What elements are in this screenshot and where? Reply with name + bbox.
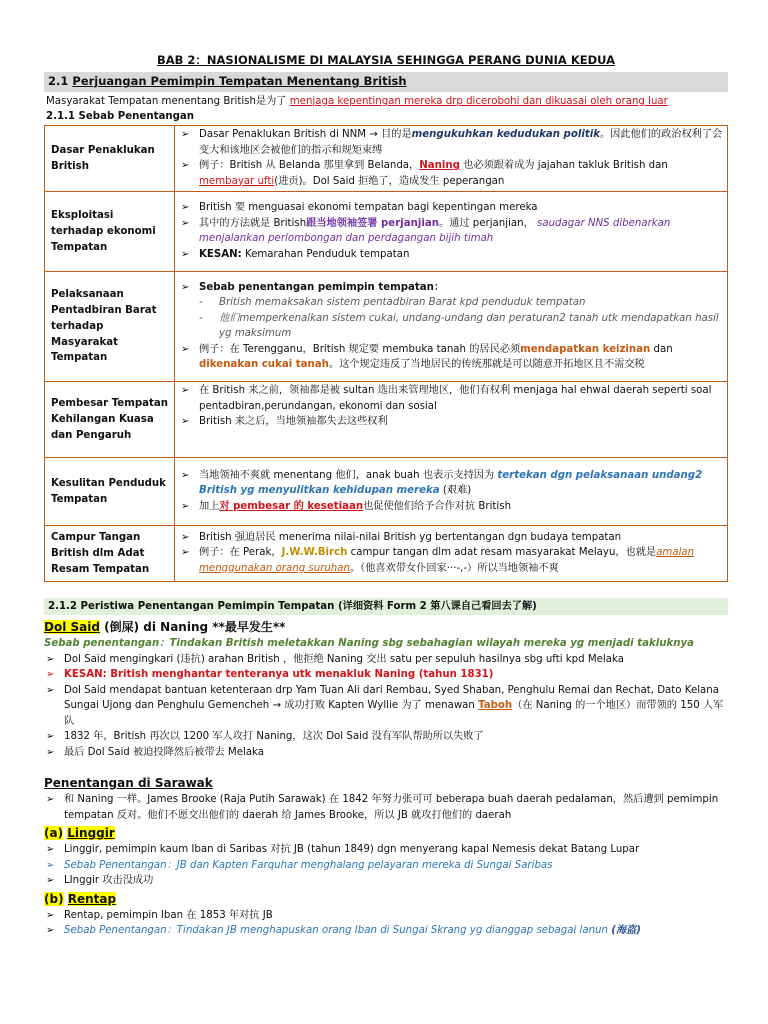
dolsaid-name: Dol Said xyxy=(44,620,100,635)
list-item: ➢ 当地领袖不爽就 menentang 他们，anak buah 也表示支持因为 tertekan dgn pelaksanaan undang2 British yg menyulitkan kehidupan mereka (艰难) xyxy=(179,468,723,499)
list-item: ➢ 1832 年，British 再次以 1200 军人攻打 Naning，这次 Dol Said 没有军队帮助所以失败了 xyxy=(44,729,728,745)
intro-line xyxy=(44,94,728,109)
list-item: ➢ Rentap, pemimpin Iban 在 1853 年对抗 JB xyxy=(44,908,728,924)
list-item: ➢ British 来之后，当地领袖都失去这些权利 xyxy=(179,414,723,430)
section2-note: (详细资料 Form 2 第八课自己看回去了解) xyxy=(337,601,537,613)
intro-text: Masyarakat Tempatan menentang British是为了 xyxy=(46,95,287,107)
list-item: ➢ Dol Said mendapat bantuan ketenteraan drp Yam Tuan Ali dari Rembau, Syed Shaban, Penghulu Remai dan Rechat, Dato Kelana Sungai Ujong dan Penghulu Gemencheh → 成功打败 Kapten Wyllie 为了 menawan Taboh（在 Naning 的一个地区）而带领的 150 人军队 xyxy=(44,683,728,730)
dolsaid-heading xyxy=(44,618,728,636)
row-label: Kesulitan Penduduk Tempatan xyxy=(45,458,175,526)
row-content xyxy=(175,126,728,192)
section-title: Perjuangan Pemimpin Tempatan Menentang British xyxy=(72,74,407,89)
sub-item: - 他们memperkenalkan sistem cukai, undang-undang dan peraturan2 tanah utk mendapatkan hasil yg maksimum xyxy=(179,311,723,342)
section-heading xyxy=(44,72,728,91)
list-item: ➢ 在 British 来之前，领袖都是被 sultan 选出来管理地区，他们有权利 menjaga hal ehwal daerah seperti soal pentadbiran,perundangan, ekonomi dan sosial xyxy=(179,383,723,414)
section-number: 2.1 xyxy=(48,74,69,89)
table-row xyxy=(45,126,728,192)
row-label: Campur Tangan British dlm Adat Resam Tempatan xyxy=(45,526,175,582)
list-item: ➢ 例子：British 从 Belanda 那里拿到 Belanda，Naning 也必须跟着成为 jajahan takluk British dan membayar ufti(进贡)。Dol Said 拒绝了，造成发生 peperangan xyxy=(179,158,723,189)
table-row xyxy=(45,382,728,458)
list-item: ➢ 加上对 pembesar 的 kesetiaan也促使他们给予合作对抗 British xyxy=(179,499,723,515)
list-item: ➢ Dasar Penaklukan British di NNM → 目的是mengukuhkan kedudukan politik。因此他们的政治权利了会变大和该地区会被他们的指示和规矩束缚 xyxy=(179,127,723,158)
row-label: Dasar Penaklukan British xyxy=(45,126,175,192)
sub-item: - British memaksakan sistem pentadbiran Barat kpd penduduk tempatan xyxy=(179,295,723,311)
table-row xyxy=(45,458,728,526)
rentap-heading: (b) Rentap xyxy=(44,891,117,906)
list-item: ➢ 和 Naning 一样。James Brooke (Raja Putih Sarawak) 在 1842 年努力张可可 beberapa buah daerah pedalaman，然后遭到 pemimpin tempatan 反对。他们不愿交出他们的 daerah 给 James Brooke，所以 JB 就攻打他们的 daerah xyxy=(44,792,728,823)
sarawak-list xyxy=(44,792,728,823)
row-content xyxy=(175,272,728,382)
table-row xyxy=(45,192,728,272)
list-item: ➢ Linggir, pemimpin kaum Iban di Saribas 对抗 JB (tahun 1849) dgn menyerang kapal Nemesis dekat Batang Lupar xyxy=(44,842,728,858)
section2-title: 2.1.2 Peristiwa Penentangan Pemimpin Tempatan xyxy=(48,601,335,613)
table-row xyxy=(45,526,728,582)
intro-highlight: menjaga kepentingan mereka drp dicerobohi dan dikuasai oleh orang luar xyxy=(289,95,668,107)
row-content xyxy=(175,192,728,272)
subsection-heading: 2.1.1 Sebab Penentangan xyxy=(46,110,195,122)
list-item: ➢ KESAN: Kemarahan Penduduk tempatan xyxy=(179,247,723,263)
row-content xyxy=(175,526,728,582)
list-item: ➢ LInggir 攻击没成功 xyxy=(44,873,728,889)
reasons-table xyxy=(44,125,728,582)
list-item: ➢ Sebab Penentangan：JB dan Kapten Farquhar menghalang pelayaran mereka di Sungai Saribas xyxy=(44,858,728,874)
section-heading-2 xyxy=(44,598,728,615)
list-item: ➢ 例子：在 Perak，J.W.W.Birch campur tangan dlm adat resam masyarakat Melayu，也就是amalan menggunakan orang suruhan。（他喜欢带女仆回家···-,-）所以当地领袖不爽 xyxy=(179,545,723,576)
row-content xyxy=(175,458,728,526)
dolsaid-cause: Sebab penentangan：Tindakan British meletakkan Naning sbg sebahagian wilayah mereka yg menjadi takluknya xyxy=(44,638,695,650)
list-item: ➢ KESAN: British menghantar tenteranya utk menakluk Naning (tahun 1831) xyxy=(44,667,728,683)
list-item: ➢ Sebab Penentangan：Tindakan JB menghapuskan orang Iban di Sungai Skrang yg dianggap sebagai lanun (海盗) xyxy=(44,923,728,939)
list-item: ➢ Sebab penentangan pemimpin tempatan： xyxy=(179,280,723,296)
chapter-title: BAB 2：NASIONALISME DI MALAYSIA SEHINGGA PERANG DUNIA KEDUA xyxy=(156,53,616,67)
list-item: ➢ British 要 menguasai ekonomi tempatan bagi kepentingan mereka xyxy=(179,200,723,216)
row-label: Eksploitasi terhadap ekonomi Tempatan xyxy=(45,192,175,272)
rentap-list xyxy=(44,908,728,939)
dolsaid-list xyxy=(44,652,728,761)
list-item: ➢ 其中的方法就是 British跟当地领袖签署 perjanjian。通过 perjanjian， saudagar NNS dibenarkan menjalankan perlombongan dan perdagangan bijih timah xyxy=(179,216,723,247)
sarawak-heading: Penentangan di Sarawak xyxy=(44,776,213,791)
list-item: ➢ 最后 Dol Said 被迫投降然后被带去 Melaka xyxy=(44,745,728,761)
row-content xyxy=(175,382,728,458)
table-row xyxy=(45,272,728,382)
dolsaid-subtitle: (倒屎) di Naning **最早发生** xyxy=(104,620,286,635)
list-item: ➢ 例子：在 Terengganu，British 规定要 membuka tanah 的居民必须mendapatkan keizinan dan dikenakan cukai tanah。这个规定违反了当地居民的传统那就是可以随意开拓地区且不需交税 xyxy=(179,342,723,373)
linggir-heading: (a) Linggir xyxy=(44,826,115,841)
list-item: ➢ Dol Said mengingkari (违抗) arahan British ，他拒绝 Naning 交出 satu per sepuluh hasilnya sbg ufti kpd Melaka xyxy=(44,652,728,668)
row-label: Pembesar Tempatan Kehilangan Kuasa dan Pengaruh xyxy=(45,382,175,458)
linggir-list xyxy=(44,842,728,889)
list-item: ➢ British 强迫居民 menerima nilai-nilai British yg bertentangan dgn budaya tempatan xyxy=(179,530,723,546)
row-label: Pelaksanaan Pentadbiran Barat terhadap Masyarakat Tempatan xyxy=(45,272,175,382)
